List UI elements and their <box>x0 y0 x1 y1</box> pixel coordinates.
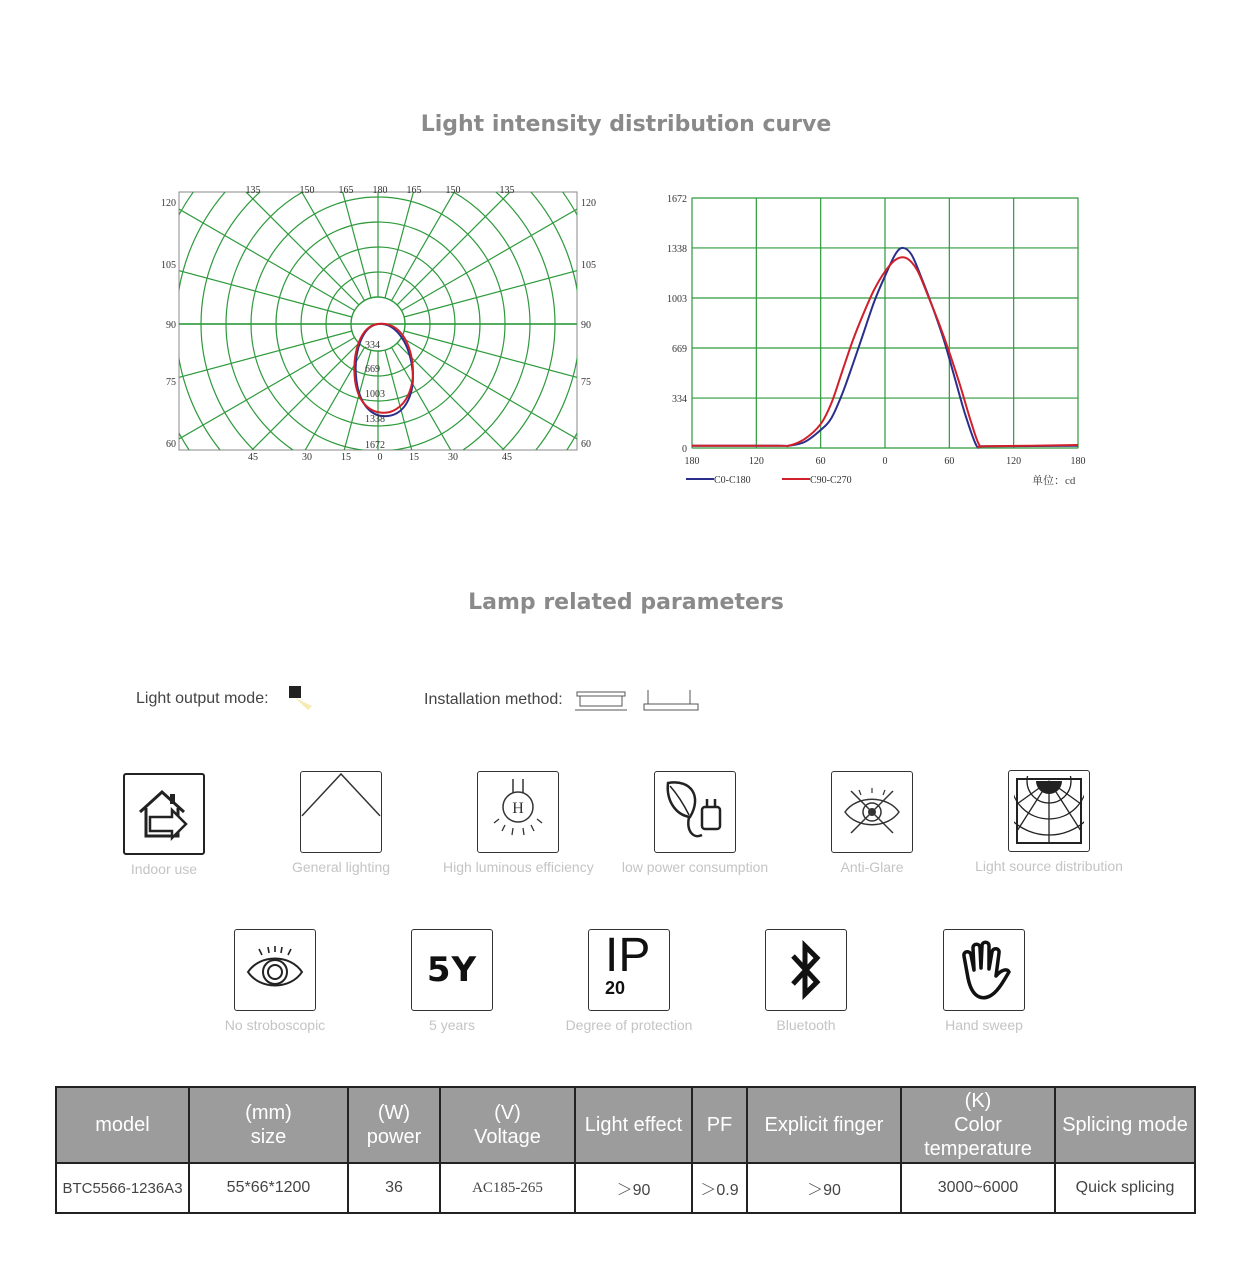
feature-light-distribution <box>974 770 1124 874</box>
polar-left-label: 75 <box>166 377 176 388</box>
table-row <box>56 1163 1195 1213</box>
cell-pf: ＞0.9 <box>692 1163 747 1213</box>
polar-top-label: 135 <box>499 185 515 196</box>
y-tick-label: 0 <box>682 444 687 455</box>
polar-radial-label: 334 <box>365 340 380 351</box>
feature-label: General lighting <box>291 859 391 875</box>
polar-radial-label: 1672 <box>365 440 385 451</box>
polar-right-label: 90 <box>581 320 591 331</box>
x-tick-label: 120 <box>1006 456 1022 467</box>
feature-bluetooth <box>731 929 881 1033</box>
feature-anti-glare <box>797 771 947 875</box>
feature-label: Bluetooth <box>776 1017 836 1033</box>
feature-indoor-use <box>89 773 239 877</box>
polar-radial-label: 669 <box>365 364 380 375</box>
output-mode-label: Light output mode: <box>136 690 269 707</box>
feature-label: No stroboscopic <box>224 1017 326 1033</box>
bulb-icon <box>477 771 559 853</box>
feature-label: High luminous efficiency <box>443 859 594 875</box>
cartesian-distribution-chart <box>660 188 1100 498</box>
header-light-effect: Light effect <box>575 1087 692 1163</box>
x-tick-label: 180 <box>684 456 700 467</box>
polar-bottom-label: 30 <box>448 452 458 463</box>
polar-top-label: 150 <box>445 185 461 196</box>
polar-top-label: 180 <box>372 185 388 196</box>
polar-radial-label: 1003 <box>365 389 385 400</box>
cell-explicit-finger: ＞90 <box>747 1163 901 1213</box>
light-output-mode-icon <box>286 684 316 714</box>
curve-section-title: Light intensity distribution curve <box>420 112 832 137</box>
x-tick-label: 120 <box>748 456 764 467</box>
polar-bottom-label: 45 <box>502 452 512 463</box>
header-color-temperature: (K) Color temperature <box>901 1087 1055 1163</box>
feature-hand-sweep <box>909 929 1059 1033</box>
polar-bottom-label: 30 <box>302 452 312 463</box>
legend-label: C0-C180 <box>714 475 751 486</box>
polar-right-label: 60 <box>581 439 591 450</box>
feature-low-power <box>620 771 770 875</box>
polar-top-label: 165 <box>406 185 422 196</box>
feature-label: low power consumption <box>621 859 769 875</box>
y-tick-label: 1003 <box>667 294 687 306</box>
feature-high-efficiency <box>443 771 593 875</box>
x-tick-label: 60 <box>944 456 955 467</box>
legend-label: C90-C270 <box>810 475 852 486</box>
polar-bottom-label: 45 <box>248 452 258 463</box>
feature-label: Degree of protection <box>565 1017 693 1033</box>
feature-label: Hand sweep <box>945 1017 1023 1033</box>
roof-icon <box>300 771 382 853</box>
header-explicit-finger: Explicit finger <box>747 1087 901 1163</box>
polar-top-label: 135 <box>245 185 261 196</box>
feature-5-years <box>377 929 527 1033</box>
5y-icon: 5Y <box>411 929 493 1011</box>
feature-no-stroboscopic <box>200 929 350 1033</box>
polar-right-label: 75 <box>581 377 591 388</box>
light-distribution-icon <box>1008 770 1090 852</box>
ip20-icon: IP 20 <box>588 929 670 1011</box>
y-tick-label: 1338 <box>667 243 687 255</box>
cell-splicing-mode: Quick splicing <box>1055 1163 1195 1213</box>
polar-left-label: 60 <box>166 439 176 450</box>
installation-method-label: Installation method: <box>424 691 563 708</box>
polar-right-label: 120 <box>581 198 596 209</box>
params-section-title: Lamp related parameters <box>468 590 784 615</box>
feature-general-lighting <box>266 771 416 875</box>
cell-voltage: AC185-265 <box>440 1163 575 1213</box>
header-splicing-mode: Splicing mode <box>1055 1087 1195 1163</box>
header-pf: PF <box>692 1087 747 1163</box>
y-tick-label: 334 <box>672 394 687 406</box>
polar-bottom-label: 15 <box>409 452 419 463</box>
suspended-mount-icon <box>642 688 700 716</box>
parameters-table <box>55 1086 1196 1214</box>
table-header-row <box>56 1087 1195 1163</box>
feature-protection <box>554 929 704 1033</box>
house-arrow-icon <box>123 773 205 855</box>
crossed-eye-icon <box>831 771 913 853</box>
header-power: (W) power <box>348 1087 440 1163</box>
polar-distribution-chart <box>150 180 610 470</box>
polar-left-label: 120 <box>161 198 176 209</box>
y-tick-label: 1672 <box>667 194 687 205</box>
feature-label: 5 years <box>429 1017 475 1033</box>
svg-text:H: H <box>512 800 524 817</box>
x-tick-label: 0 <box>882 456 888 467</box>
polar-bottom-label: 0 <box>377 452 383 463</box>
header-model: model <box>56 1087 189 1163</box>
polar-top-label: 165 <box>338 185 354 196</box>
cell-size: 55*66*1200 <box>189 1163 348 1213</box>
polar-left-label: 90 <box>166 320 176 331</box>
eye-icon <box>234 929 316 1011</box>
feature-label: Light source distribution <box>975 858 1123 874</box>
leaf-plug-icon <box>654 771 736 853</box>
polar-top-label: 150 <box>299 185 315 196</box>
x-tick-label: 60 <box>815 456 826 467</box>
polar-radial-label: 1338 <box>365 414 385 425</box>
polar-right-label: 105 <box>581 260 596 271</box>
cell-model: BTC5566-1236A3 <box>56 1163 189 1213</box>
cell-color-temperature: 3000~6000 <box>901 1163 1055 1213</box>
header-size: (mm) size <box>189 1087 348 1163</box>
cell-light-effect: ＞90 <box>575 1163 692 1213</box>
polar-left-label: 105 <box>161 260 176 271</box>
polar-bottom-label: 15 <box>341 452 351 463</box>
bluetooth-icon <box>765 929 847 1011</box>
feature-label: Indoor use <box>130 861 198 877</box>
x-tick-label: 180 <box>1070 456 1086 467</box>
header-voltage: (V) Voltage <box>440 1087 575 1163</box>
y-tick-label: 669 <box>672 343 687 355</box>
hand-icon <box>943 929 1025 1011</box>
feature-label: Anti-Glare <box>840 859 904 875</box>
surface-mount-icon <box>574 688 630 716</box>
unit-label: 单位：cd <box>1032 475 1076 487</box>
cell-power: 36 <box>348 1163 440 1213</box>
